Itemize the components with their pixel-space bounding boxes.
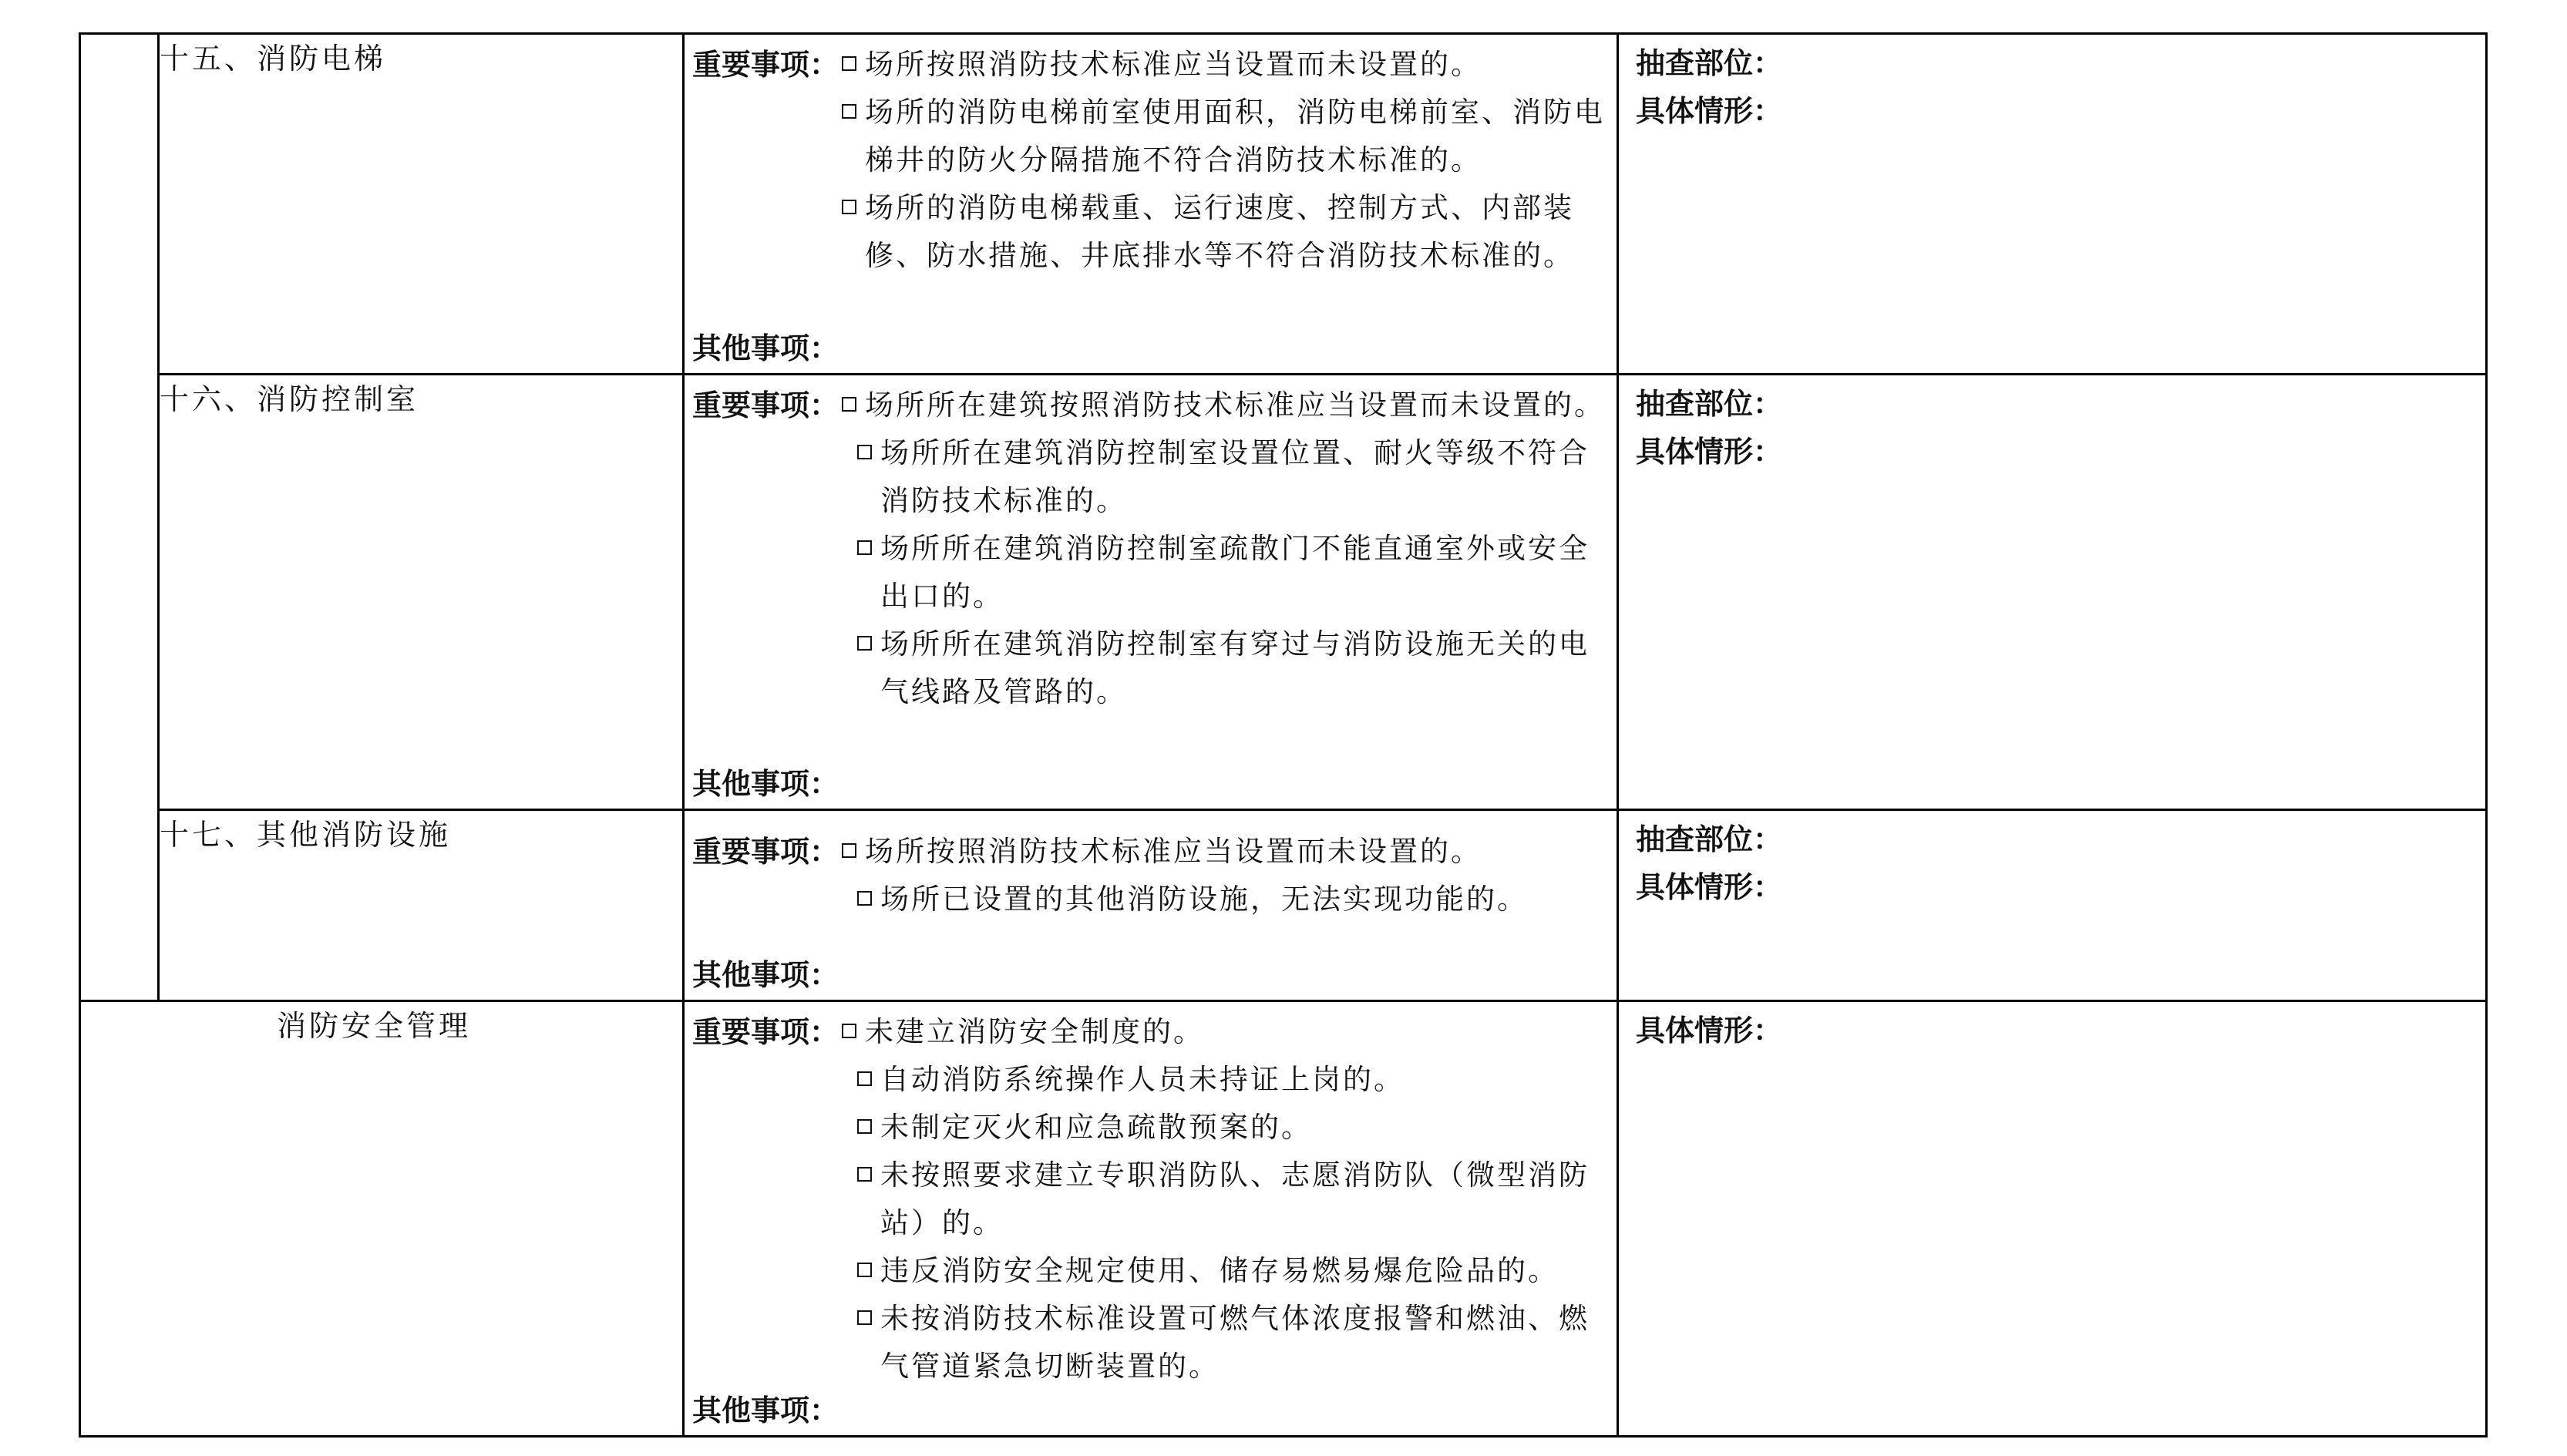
details-label: 具体情形： xyxy=(1636,94,1783,128)
checkbox[interactable] xyxy=(857,1119,872,1134)
table-row xyxy=(80,34,2487,375)
info-cell xyxy=(1618,1001,2487,1437)
checkbox[interactable] xyxy=(842,397,856,412)
info-cell xyxy=(1618,810,2487,1001)
item-name: 十五、消防电梯 xyxy=(159,34,684,375)
matters-cell xyxy=(684,1001,1618,1437)
list-item: 未按消防技术标准设置可燃气体浓度报警和燃油、燃气管道紧急切断装置的。 xyxy=(854,1295,1609,1390)
details-label: 具体情形： xyxy=(1636,435,1783,469)
important-label: 重要事项： xyxy=(692,835,839,869)
checkbox[interactable] xyxy=(857,636,872,651)
checkbox[interactable] xyxy=(842,200,856,214)
list-item: 自动消防系统操作人员未持证上岗的。 xyxy=(854,1056,1609,1104)
table-row xyxy=(80,375,2487,810)
check-location-label: 抽查部位： xyxy=(1636,822,1783,856)
matters-cell xyxy=(684,34,1618,375)
item-name: 十七、其他消防设施 xyxy=(159,810,684,1001)
checkbox[interactable] xyxy=(857,1071,872,1086)
important-label: 重要事项： xyxy=(692,388,839,422)
checkbox[interactable] xyxy=(857,540,872,555)
list-item: 场所所在建筑消防控制室有穿过与消防设施无关的电气线路及管路的。 xyxy=(854,620,1609,716)
info-cell xyxy=(1618,375,2487,810)
item-name: 十六、消防控制室 xyxy=(159,375,684,810)
list-item: 场所按照消防技术标准应当设置而未设置的。 xyxy=(839,41,1609,89)
table-row xyxy=(80,1001,2487,1437)
check-location-label: 抽查部位： xyxy=(1636,387,1783,421)
list-item: 场所的消防电梯前室使用面积，消防电梯前室、消防电梯井的防火分隔措施不符合消防技术标准的。 xyxy=(839,89,1609,184)
other-matters-label: 其他事项： xyxy=(692,767,839,801)
list-item: 场所已设置的其他消防设施，无法实现功能的。 xyxy=(854,876,1609,923)
checkbox[interactable] xyxy=(857,891,872,906)
list-item: 场所所在建筑按照消防技术标准应当设置而未设置的。 xyxy=(839,382,1609,429)
list-item: 未制定灭火和应急疏散预案的。 xyxy=(854,1104,1609,1152)
table-row xyxy=(80,810,2487,1001)
list-item: 未按照要求建立专职消防队、志愿消防队（微型消防站）的。 xyxy=(854,1152,1609,1247)
checkbox[interactable] xyxy=(842,843,856,858)
list-item: 场所所在建筑消防控制室设置位置、耐火等级不符合消防技术标准的。 xyxy=(854,429,1609,525)
matters-cell xyxy=(684,810,1618,1001)
list-item: 违反消防安全规定使用、储存易燃易爆危险品的。 xyxy=(854,1247,1609,1295)
category-cell-blank xyxy=(80,34,159,1001)
checkbox[interactable] xyxy=(842,1024,856,1038)
check-location-label: 抽查部位： xyxy=(1636,46,1783,80)
list-item: 场所所在建筑消防控制室疏散门不能直通室外或安全出口的。 xyxy=(854,525,1609,620)
important-label: 重要事项： xyxy=(692,48,839,82)
list-item: 场所的消防电梯载重、运行速度、控制方式、内部装修、防水措施、井底排水等不符合消防技术标准的。 xyxy=(839,184,1609,280)
item-name: 消防安全管理 xyxy=(80,1001,684,1437)
checkbox[interactable] xyxy=(857,1167,872,1182)
info-cell xyxy=(1618,34,2487,375)
list-item: 未建立消防安全制度的。 xyxy=(839,1008,1609,1056)
other-matters-label: 其他事项： xyxy=(692,1394,839,1427)
other-matters-label: 其他事项： xyxy=(692,958,839,992)
other-matters-label: 其他事项： xyxy=(692,331,839,365)
checkbox[interactable] xyxy=(842,56,856,71)
inspection-table xyxy=(79,32,2488,1438)
important-label: 重要事项： xyxy=(692,1015,839,1049)
checkbox[interactable] xyxy=(857,445,872,459)
checkbox[interactable] xyxy=(857,1263,872,1277)
details-label: 具体情形： xyxy=(1636,1014,1783,1047)
checkbox[interactable] xyxy=(857,1310,872,1325)
checkbox[interactable] xyxy=(842,104,856,119)
matters-cell xyxy=(684,375,1618,810)
details-label: 具体情形： xyxy=(1636,870,1783,904)
list-item: 场所按照消防技术标准应当设置而未设置的。 xyxy=(839,828,1609,876)
